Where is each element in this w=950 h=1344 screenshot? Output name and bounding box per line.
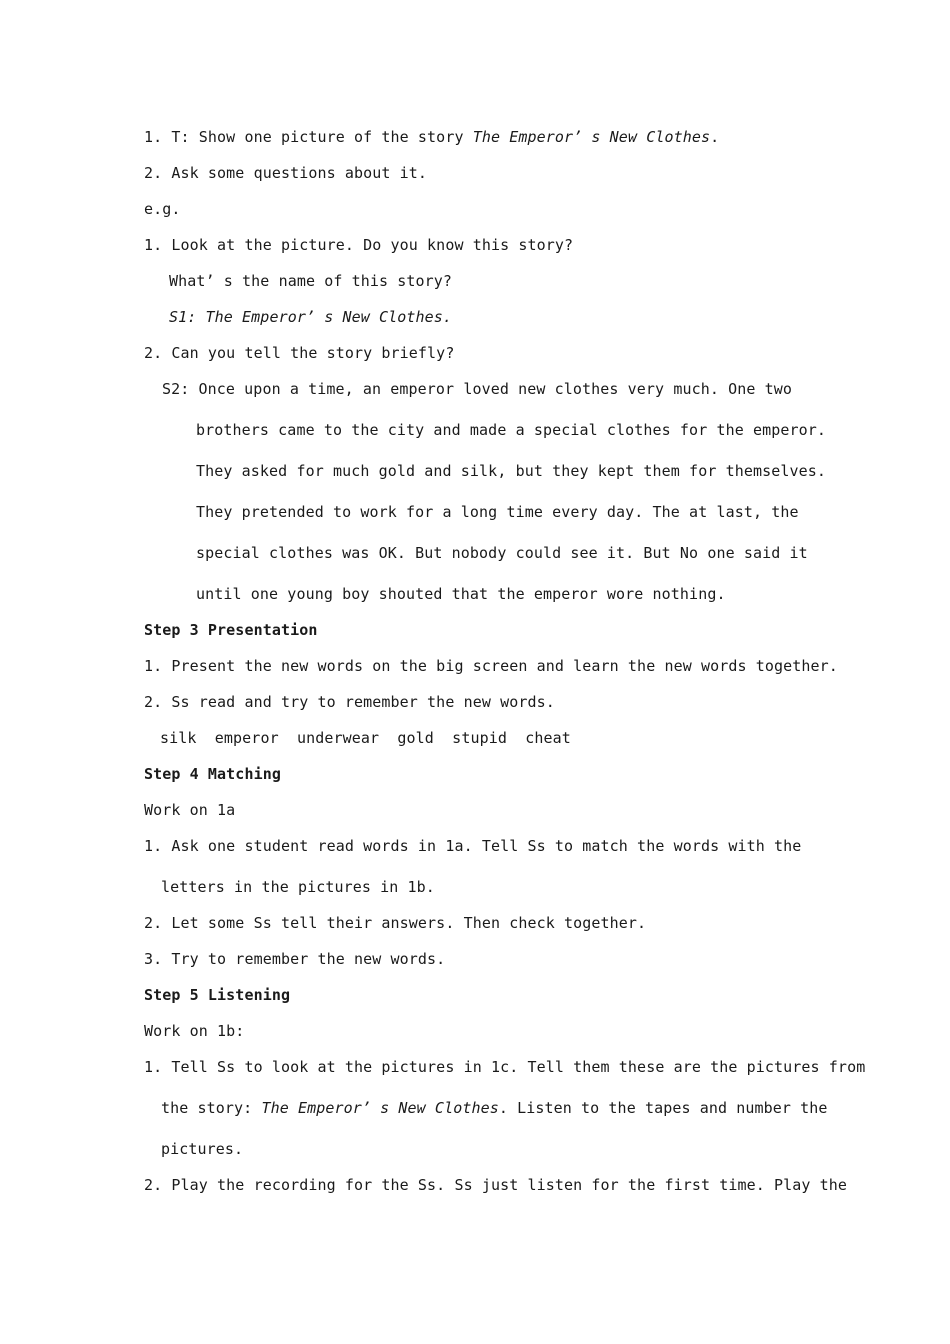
answer-2-line: until one young boy shouted that the emperor wore nothing. xyxy=(196,585,726,603)
story-title: The Emperor’ s New Clothes xyxy=(261,1099,499,1117)
step-5-item-1-continued xyxy=(161,1098,828,1118)
intro-line-1-prefix: 1. T: Show one picture of the story xyxy=(144,128,473,146)
step-5-item-1-end: pictures. xyxy=(161,1140,244,1158)
step-5-heading: Step 5 Listening xyxy=(144,986,291,1004)
story-title: The Emperor’ s New Clothes xyxy=(472,128,711,146)
step-4-work-label: Work on 1a xyxy=(144,801,236,819)
step-5-line-suffix: . Listen to the tapes and number the xyxy=(498,1099,828,1117)
answer-2-line: S2: Once upon a time, an emperor loved new clothes very much. One two xyxy=(162,380,793,398)
intro-line-1 xyxy=(144,127,719,147)
answer-2-line: They pretended to work for a long time every day. The at last, the xyxy=(196,503,799,521)
step-4-item-continued: letters in the pictures in 1b. xyxy=(161,878,435,896)
step-5-item-2: 2. Play the recording for the Ss. Ss just listen for the first time. Play the xyxy=(144,1176,848,1194)
step-3-heading: Step 3 Presentation xyxy=(144,621,318,639)
answer-2-line: They asked for much gold and silk, but they kept them for themselves. xyxy=(196,462,827,480)
new-words-list: silk emperor underwear gold stupid cheat xyxy=(160,729,571,747)
step-4-item: 3. Try to remember the new words. xyxy=(144,950,446,968)
answer-1: S1: The Emperor’ s New Clothes. xyxy=(169,308,453,326)
question-2: 2. Can you tell the story briefly? xyxy=(144,344,455,362)
step-5-work-label: Work on 1b: xyxy=(144,1022,245,1040)
step-5-line-prefix: the story: xyxy=(161,1099,262,1117)
intro-line-1-suffix: . xyxy=(710,128,720,146)
intro-line-2: 2. Ask some questions about it. xyxy=(144,164,428,182)
step-3-item: 2. Ss read and try to remember the new words. xyxy=(144,693,555,711)
step-4-heading: Step 4 Matching xyxy=(144,765,281,783)
step-3-item: 1. Present the new words on the big screen and learn the new words together. xyxy=(144,657,838,675)
example-label: e.g. xyxy=(144,200,181,218)
step-5-item-1: 1. Tell Ss to look at the pictures in 1c. Tell them these are the pictures from xyxy=(144,1058,866,1076)
question-1b: What’ s the name of this story? xyxy=(169,272,453,290)
step-4-item: 1. Ask one student read words in 1a. Tell Ss to match the words with the xyxy=(144,837,802,855)
step-4-item: 2. Let some Ss tell their answers. Then check together. xyxy=(144,914,647,932)
answer-2-line: brothers came to the city and made a special clothes for the emperor. xyxy=(196,421,827,439)
question-1: 1. Look at the picture. Do you know this story? xyxy=(144,236,574,254)
answer-2-line: special clothes was OK. But nobody could see it. But No one said it xyxy=(196,544,808,562)
